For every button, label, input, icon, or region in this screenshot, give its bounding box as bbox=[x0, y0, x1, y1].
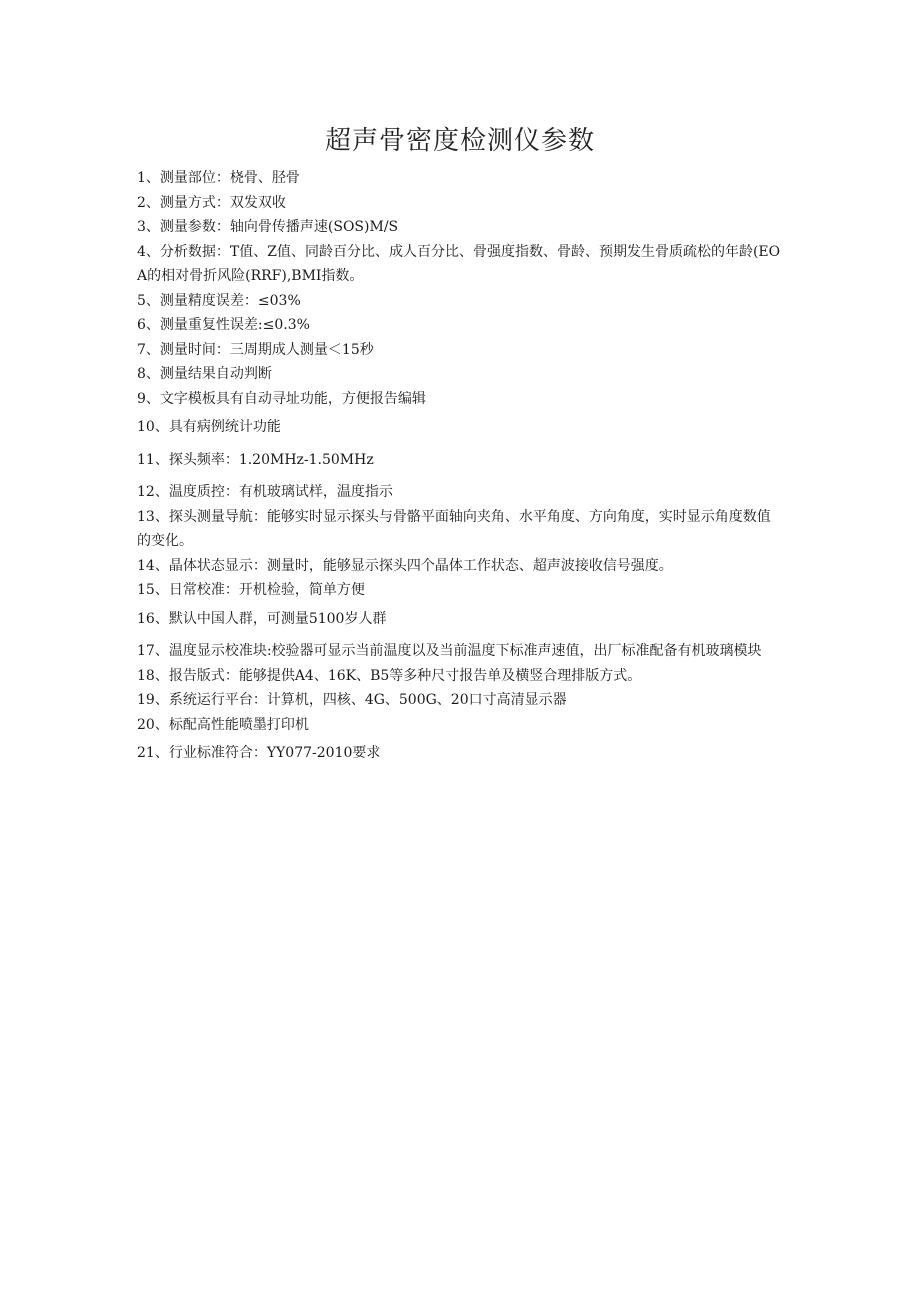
spec-item-2: 2、测量方式：双发双收 bbox=[137, 194, 286, 211]
spec-item-10: 10、具有病例统计功能 bbox=[137, 419, 281, 435]
spec-item-8: 8、测量结果自动判断 bbox=[137, 366, 272, 382]
spec-item-1: 1、测量部位：桡骨、胫骨 bbox=[137, 170, 300, 186]
spec-item-5: 5、测量精度误差：≤03% bbox=[137, 292, 301, 309]
spec-item-4: 4、分析数据：T值、Z值、同龄百分比、成人百分比、骨强度指数、骨龄、预期发生骨质疏松的年龄(EOA的相对骨折风险(RRF),BMI指数。 bbox=[137, 243, 781, 284]
spec-item-15: 15、日常校准：开机检验，简单方便 bbox=[137, 582, 365, 598]
spec-item-9: 9、文字模板具有自动寻址功能，方便报告编辑 bbox=[137, 390, 426, 407]
spec-item-20: 20、标配高性能喷墨打印机 bbox=[137, 716, 309, 733]
spec-item-3: 3、测量参数：轴向骨传播声速(SOS)M/S bbox=[137, 219, 399, 235]
spec-item-16: 16、默认中国人群，可测量5100岁人群 bbox=[137, 610, 387, 627]
spec-item-7: 7、测量时间：三周期成人测量＜15秒 bbox=[137, 341, 374, 358]
spec-item-12: 12、温度质控：有机玻璃试样，温度指示 bbox=[137, 484, 393, 500]
page-title: 超声骨密度检测仪参数 bbox=[324, 126, 595, 156]
spec-item-13: 13、探头测量导航：能够实时显示探头与骨骼平面轴向夹角、水平角度、方向角度，实时显示角度数值的变化。 bbox=[137, 508, 771, 549]
spec-list bbox=[137, 166, 782, 766]
spec-item-11: 11、探头频率：1.20MHz-1.50MHz bbox=[137, 451, 374, 468]
spec-item-17: 17、温度显示校准块:校验器可显示当前温度以及当前温度下标准声速值，出厂标准配备有机玻璃模块 bbox=[137, 643, 762, 659]
spec-item-6: 6、测量重复性误差:≤0.3% bbox=[137, 317, 310, 333]
spec-item-14: 14、晶体状态显示：测量时，能够显示探头四个晶体工作状态、超声波接收信号强度。 bbox=[137, 557, 673, 574]
spec-item-19: 19、系统运行平台：计算机，四核、4G、500G、20口寸高清显示器 bbox=[137, 692, 567, 708]
spec-item-18: 18、报告版式：能够提供A4、16K、B5等多种尺寸报告单及横竖合理排版方式。 bbox=[137, 667, 642, 684]
spec-item-21: 21、行业标准符合：YY077-2010要求 bbox=[137, 745, 381, 761]
